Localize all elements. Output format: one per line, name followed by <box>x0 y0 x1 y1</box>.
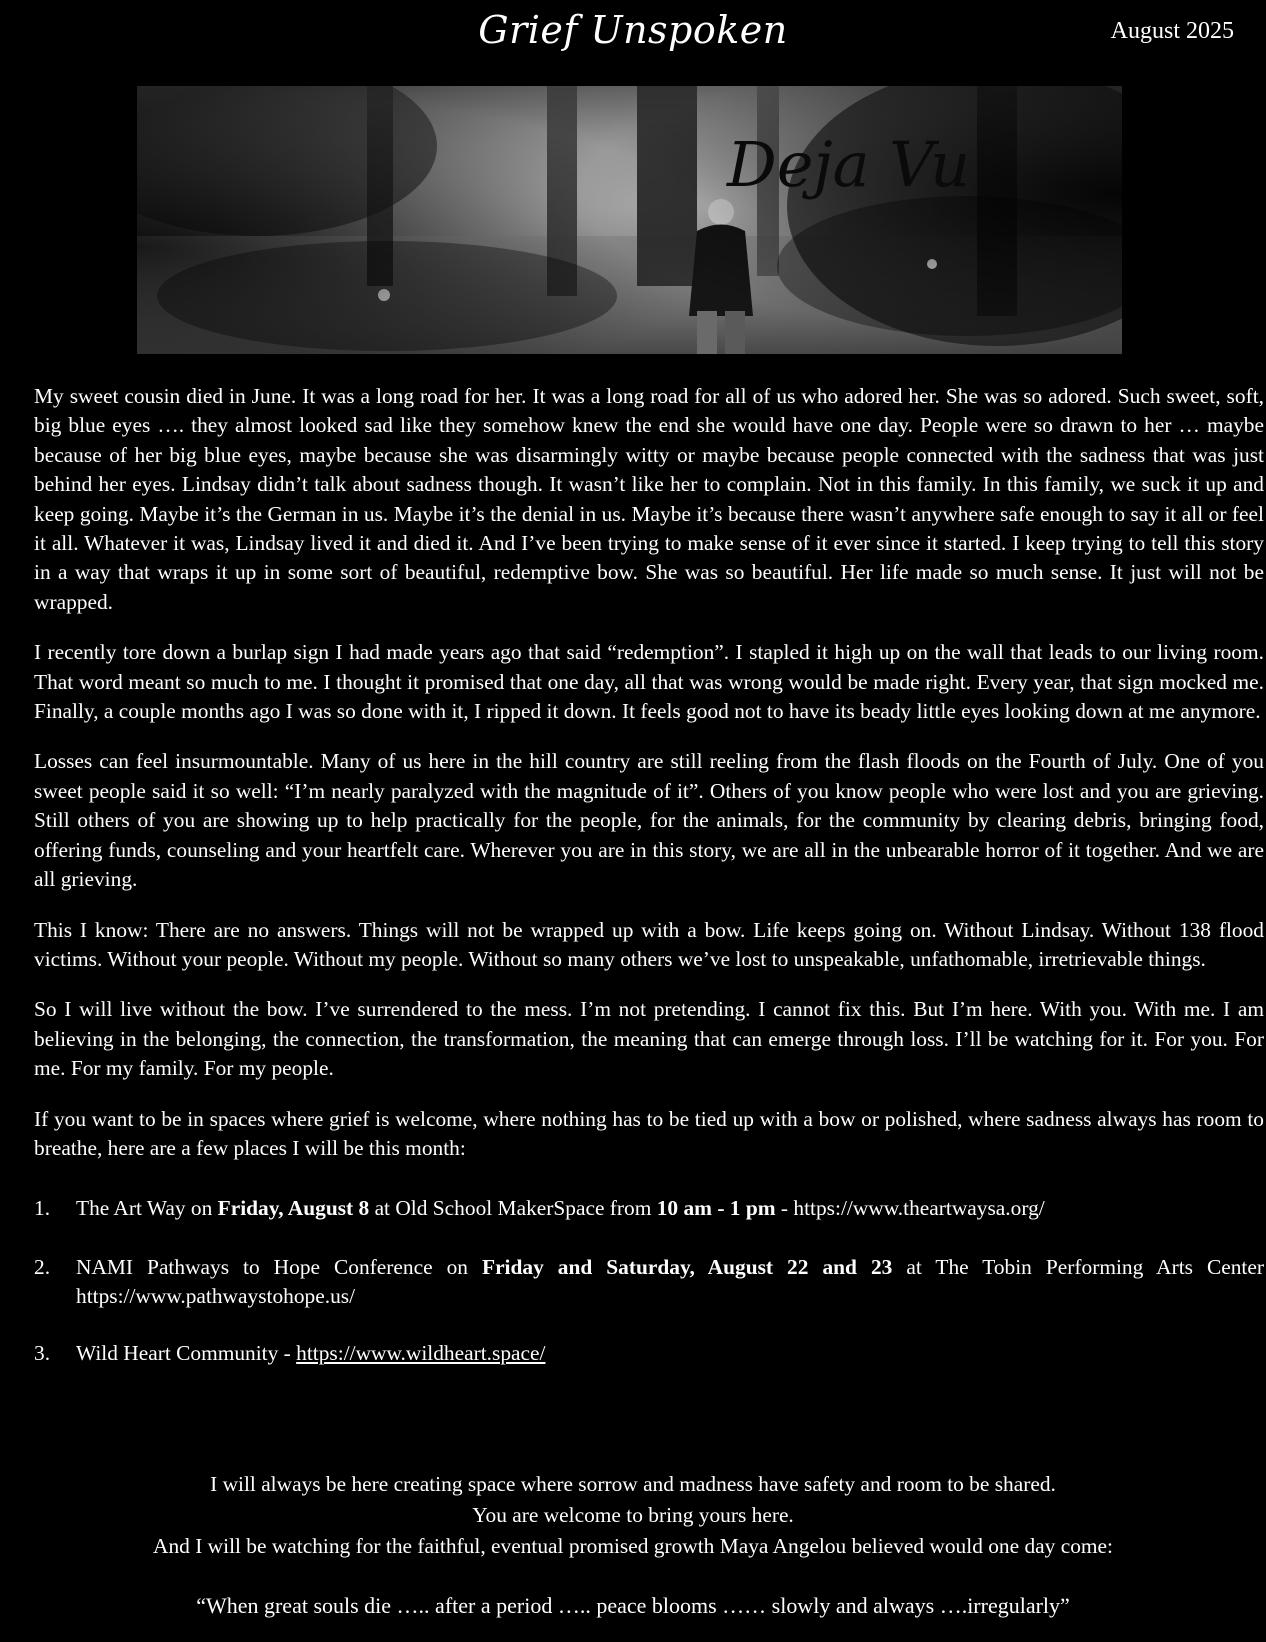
closing-line: And I will be watching for the faithful, eventual promised growth Maya Angelou believed would one day come: <box>153 1534 1113 1558</box>
closing-line: You are welcome to bring yours here. <box>472 1503 794 1527</box>
event-location: at The Tobin Performing Arts Center <box>892 1254 1264 1279</box>
event-item-art-way <box>34 1194 1264 1223</box>
header-banner-image <box>137 86 1122 354</box>
event-number: 3. <box>34 1340 51 1365</box>
article-body <box>34 382 1264 1397</box>
paragraph-spaces-intro: If you want to be in spaces where grief is welcome, where nothing has to be tied up with a bow or polished, where sadness always has room to breathe, here are a few places I will be this month: <box>34 1106 1264 1160</box>
event-link-wild-heart[interactable]: https://www.wildheart.space/ <box>296 1340 546 1365</box>
event-link-art-way[interactable]: https://www.theartwaysa.org/ <box>793 1196 1045 1221</box>
event-number: 2. <box>34 1254 51 1279</box>
event-separator: - <box>775 1196 794 1221</box>
event-prefix: Wild Heart Community - <box>76 1340 297 1365</box>
event-item-nami <box>34 1253 1264 1312</box>
event-date: Friday and Saturday, August 22 and 23 <box>482 1254 893 1279</box>
closing-lines <box>0 1469 1266 1562</box>
grayscale-photo <box>137 86 1122 354</box>
issue-date: August 2025 <box>1110 18 1234 44</box>
event-number: 1. <box>34 1196 51 1221</box>
paragraph-cousin: My sweet cousin died in June. It was a long road for her. It was a long road for all of us who adored her. She was so adored. Such sweet, soft, big blue eyes …. they almost looked sad like they somehow knew the end she would have one day. People were so drawn to her … maybe because of her big blue eyes, maybe because she was disarmingly witty or maybe because people connected with the sadness that was just behind her eyes. Lindsay didn’t talk about sadness though. It wasn’t like her to complain. Not in this family. In this family, we suck it up and keep going. Maybe it’s the German in us. Maybe it’s the denial in us. Maybe it’s because there wasn’t anywhere safe enough to say it all or feel it all. Whatever it was, Lindsay lived it and died it. And I’ve been trying to make sense of it ever since it started. I keep trying to tell this story in a way that wraps it up in some sort of beautiful, redemptive bow. She was so beautiful. Her life made so much sense. It just will not be wrapped. <box>34 384 1264 614</box>
maya-angelou-quote: “When great souls die ….. after a period ….. peace blooms …… slowly and always ….irregularly” <box>196 1593 1070 1618</box>
event-prefix: NAMI Pathways to Hope Conference on <box>76 1254 482 1279</box>
event-date: Friday, August 8 <box>217 1196 370 1221</box>
paragraph-flood-losses: Losses can feel insurmountable. Many of us here in the hill country are still reeling from the flash floods on the Fourth of July. One of you sweet people said it so well: “I’m nearly paralyzed with the magnitude of it”. Others of you know people who were lost and you are grieving. Still others of you are showing up to help practically for the people, for the animals, for the community by clearing debris, bringing food, offering funds, counseling and your heartfelt care. Wherever you are in this story, we are all in the unbearable horror of it together. And we are all grieving. <box>34 749 1264 892</box>
closing-line: I will always be here creating space where sorrow and madness have safety and room to be shared. <box>210 1472 1056 1496</box>
event-link-pathways[interactable]: https://www.pathwaystohope.us/ <box>76 1284 356 1309</box>
banner-script-title: Deja Vu <box>727 128 971 201</box>
event-prefix: The Art Way on <box>76 1196 218 1221</box>
newsletter-title: Grief Unspoken <box>478 8 788 52</box>
paragraph-redemption-sign: I recently tore down a burlap sign I had made years ago that said “redemption”. I stapled it high up on the wall that leads to our living room. That word meant so much to me. I thought it promised that one day, all that was wrong would be made right. Every year, that sign mocked me. Finally, a couple months ago I was so done with it, I ripped it down. It feels good not to have its beady little eyes looking down at me anymore. <box>34 640 1264 724</box>
event-time: 10 am - 1 pm <box>656 1196 776 1221</box>
paragraph-no-answers: This I know: There are no answers. Things will not be wrapped up with a bow. Life keeps going on. Without Lindsay. Without 138 flood victims. Without your people. Without my people. Without so many others we’ve lost to unspeakable, unfathomable, irretrievable things. <box>34 917 1264 971</box>
event-location: at Old School MakerSpace from <box>369 1196 657 1221</box>
event-list <box>34 1194 1264 1368</box>
event-item-wild-heart <box>34 1339 1264 1368</box>
paragraph-without-bow: So I will live without the bow. I’ve surrendered to the mess. I’m not pretending. I cannot fix this. But I’m here. With you. With me. I am believing in the belonging, the connection, the transformation, the meaning that can emerge through loss. I’ll be watching for it. For you. For me. For my family. For my people. <box>34 997 1264 1081</box>
